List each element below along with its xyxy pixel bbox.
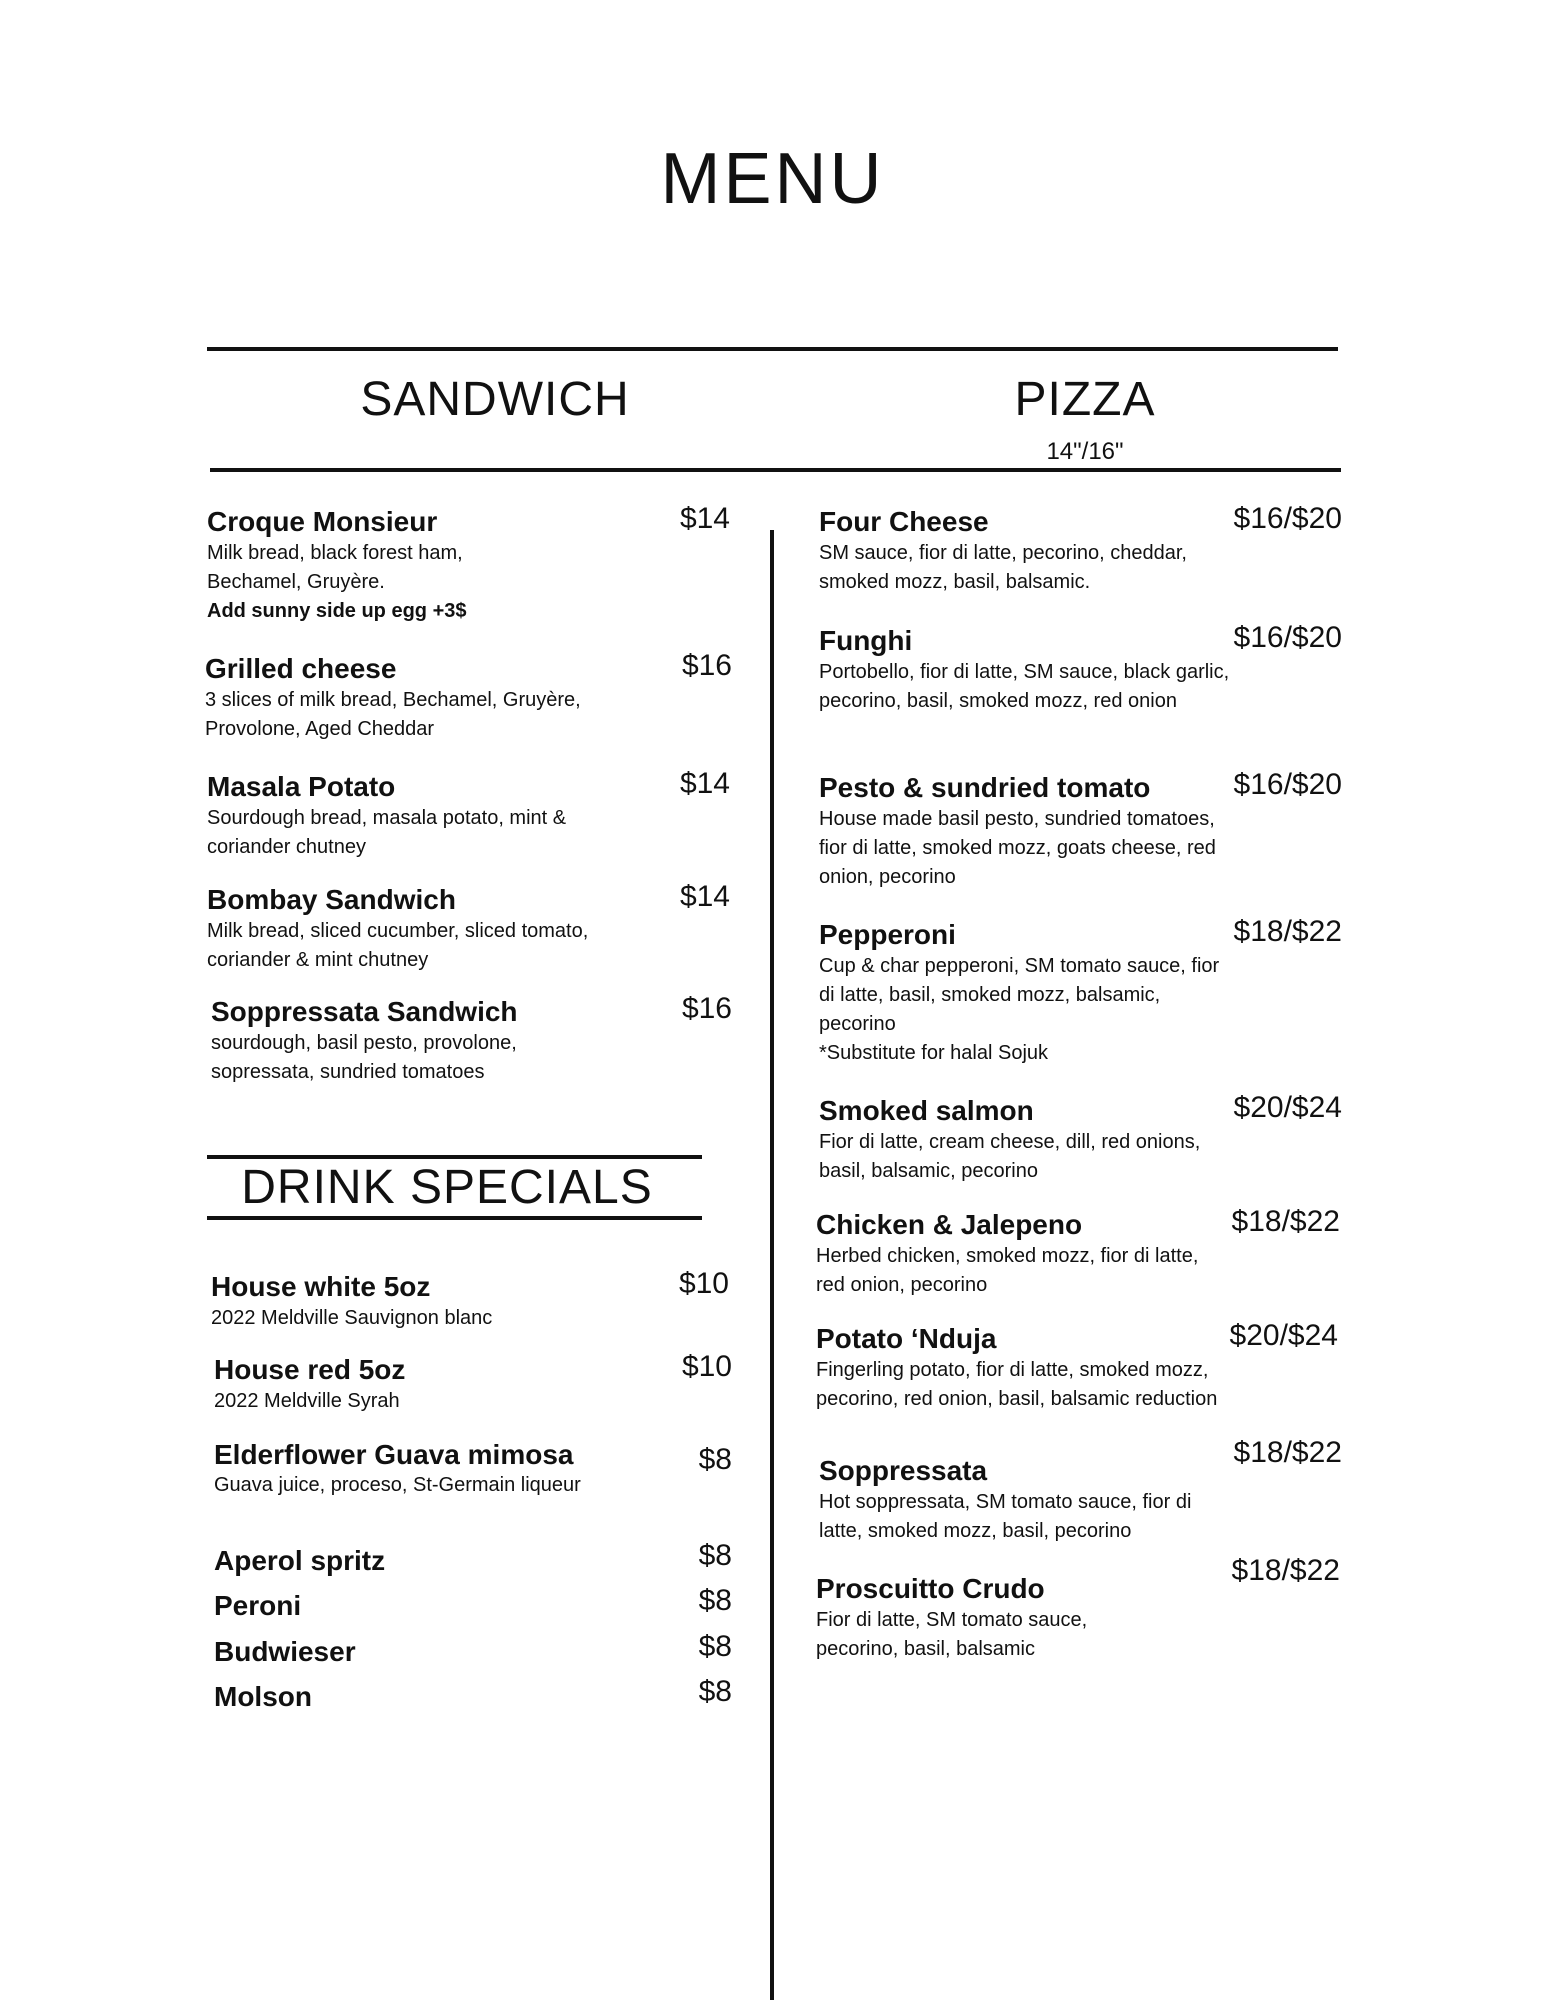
sandwich-item	[211, 995, 681, 1087]
drink-item	[214, 1635, 614, 1669]
sandwich-item	[205, 652, 675, 744]
item-price: $16	[681, 992, 732, 1025]
drinks-top-divider	[207, 1155, 702, 1159]
item-description: House made basil pesto, sundried tomatoes, fior di latte, smoked mozz, goats cheese, red onion, pecorino	[819, 808, 1216, 888]
item-name: House white 5oz	[211, 1271, 431, 1302]
item-name: Pesto & sundried tomato	[819, 772, 1151, 803]
drinks-heading: DRINK SPECIALS	[241, 1161, 653, 1214]
header-divider	[210, 468, 1341, 472]
item-price: $8	[698, 1675, 732, 1708]
item-price: $18/$22	[1231, 1554, 1340, 1587]
sandwich-item	[207, 883, 677, 975]
item-description: Cup & char pepperoni, SM tomato sauce, fior di latte, basil, smoked mozz, balsamic, pecorino	[819, 955, 1220, 1035]
column-divider	[770, 530, 774, 2000]
item-note: Add sunny side up egg +3$	[207, 600, 467, 622]
item-price: $14	[679, 880, 730, 913]
item-name: Four Cheese	[819, 506, 989, 537]
item-price: $20/$24	[1229, 1319, 1338, 1352]
drink-item	[214, 1589, 614, 1623]
pizza-item	[819, 505, 1239, 597]
pizza-item	[819, 1094, 1239, 1186]
item-price: $16/$20	[1233, 621, 1342, 654]
pizza-item	[819, 918, 1239, 1068]
item-name: Masala Potato	[207, 771, 396, 802]
sandwich-heading: SANDWICH	[360, 373, 630, 426]
item-price: $18/$22	[1233, 915, 1342, 948]
drink-item	[214, 1353, 684, 1416]
item-price: $18/$22	[1231, 1205, 1340, 1238]
item-name: Aperol spritz	[214, 1545, 386, 1576]
top-divider	[207, 347, 1338, 351]
pizza-item	[819, 771, 1239, 892]
item-name: Peroni	[214, 1590, 302, 1621]
item-price: $8	[698, 1584, 732, 1617]
item-name: Molson	[214, 1681, 312, 1712]
drink-item	[214, 1438, 684, 1499]
item-description: Fior di latte, cream cheese, dill, red onions, basil, balsamic, pecorino	[819, 1131, 1201, 1182]
item-price: $10	[678, 1267, 729, 1300]
item-price: $16/$20	[1233, 502, 1342, 535]
drink-item	[214, 1544, 614, 1578]
item-price: $8	[698, 1630, 732, 1663]
pizza-item	[816, 1208, 1236, 1300]
drink-item	[211, 1270, 681, 1333]
item-price: $20/$24	[1233, 1091, 1342, 1124]
item-description: Fior di latte, SM tomato sauce, pecorino, basil, balsamic	[816, 1609, 1088, 1660]
item-description: Guava juice, proceso, St-Germain liqueur	[214, 1474, 581, 1496]
item-name: Smoked salmon	[819, 1095, 1034, 1126]
item-price: $14	[679, 502, 730, 535]
sandwich-item	[207, 770, 677, 862]
sandwich-item	[207, 505, 677, 626]
pizza-heading: PIZZA	[1014, 373, 1156, 426]
item-name: Budwieser	[214, 1636, 356, 1667]
item-description: Sourdough bread, masala potato, mint & coriander chutney	[207, 807, 567, 858]
item-name: Grilled cheese	[205, 653, 397, 684]
pizza-item	[816, 1572, 1236, 1664]
item-price: $16/$20	[1233, 768, 1342, 801]
item-name: Croque Monsieur	[207, 506, 438, 537]
item-description: Fingerling potato, fior di latte, smoked mozz, pecorino, red onion, basil, balsamic reduction	[816, 1359, 1218, 1410]
pizza-sizes: 14"/16"	[1046, 438, 1124, 465]
drinks-bottom-divider	[207, 1216, 702, 1220]
item-description: sourdough, basil pesto, provolone, sopressata, sundried tomatoes	[211, 1032, 517, 1083]
item-name: Chicken & Jalepeno	[816, 1209, 1083, 1240]
item-description: SM sauce, fior di latte, pecorino, cheddar, smoked mozz, basil, balsamic.	[819, 542, 1187, 593]
item-name: Bombay Sandwich	[207, 884, 456, 915]
item-price: $16	[681, 649, 732, 682]
item-price: $10	[681, 1350, 732, 1383]
item-price: $8	[698, 1443, 732, 1476]
menu-title: MENU	[660, 139, 885, 219]
item-name: House red 5oz	[214, 1354, 406, 1385]
item-description: Portobello, fior di latte, SM sauce, black garlic, pecorino, basil, smoked mozz, red onion	[819, 661, 1230, 712]
item-name: Pepperoni	[819, 919, 956, 950]
item-description: 2022 Meldville Sauvignon blanc	[211, 1307, 493, 1329]
item-name: Soppressata	[819, 1455, 988, 1486]
item-price: $8	[698, 1539, 732, 1572]
pizza-item	[819, 624, 1239, 716]
item-name: Elderflower Guava mimosa	[214, 1439, 574, 1470]
item-description: Milk bread, black forest ham, Bechamel, Gruyère.	[207, 542, 463, 593]
item-note: *Substitute for halal Sojuk	[819, 1042, 1049, 1064]
item-description: Milk bread, sliced cucumber, sliced tomato, coriander & mint chutney	[207, 920, 589, 971]
item-description: Herbed chicken, smoked mozz, fior di latte, red onion, pecorino	[816, 1245, 1199, 1296]
item-name: Funghi	[819, 625, 913, 656]
item-name: Potato ‘Nduja	[816, 1323, 997, 1354]
item-description: 2022 Meldville Syrah	[214, 1390, 400, 1412]
item-price: $14	[679, 767, 730, 800]
pizza-item	[819, 1454, 1239, 1546]
drink-item	[214, 1680, 614, 1714]
item-name: Soppressata Sandwich	[211, 996, 518, 1027]
item-price: $18/$22	[1233, 1436, 1342, 1469]
pizza-item	[816, 1322, 1236, 1414]
item-name: Proscuitto Crudo	[816, 1573, 1045, 1604]
item-description: 3 slices of milk bread, Bechamel, Gruyère, Provolone, Aged Cheddar	[205, 689, 581, 740]
item-description: Hot soppressata, SM tomato sauce, fior di latte, smoked mozz, basil, pecorino	[819, 1491, 1192, 1542]
